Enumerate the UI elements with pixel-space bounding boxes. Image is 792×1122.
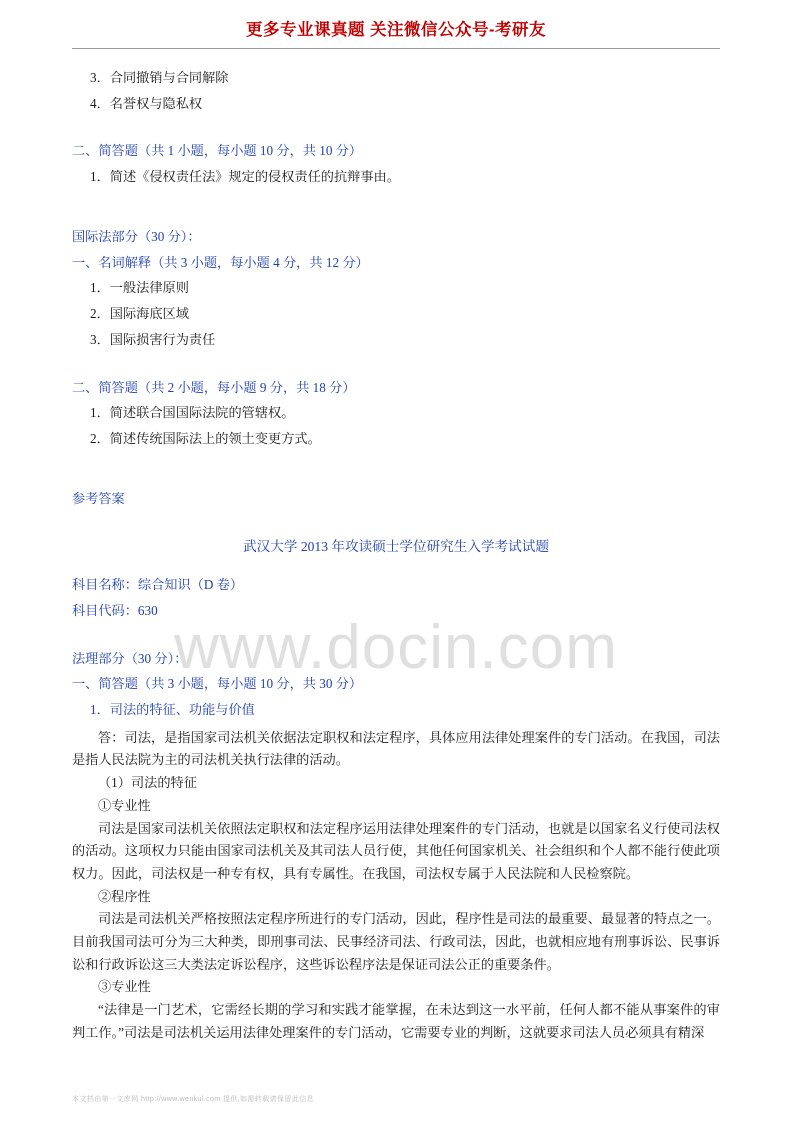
spacer <box>72 624 720 646</box>
document-content <box>72 55 720 1045</box>
subject-code: 科目代码：630 <box>72 602 158 618</box>
section-heading-jurisprudence-short-answer: 一、简答题（共 3 小题，每小题 10 分，共 30 分） <box>72 676 363 692</box>
list-item: 2．国际海底区域 <box>90 306 189 322</box>
list-item: 2．简述传统国际法上的领土变更方式。 <box>90 431 321 447</box>
promo-banner <box>72 0 720 55</box>
question-1: 1．司法的特征、功能与价值 <box>90 701 255 717</box>
spacer <box>72 452 720 486</box>
list-item: 1．简述《侵权责任法》规定的侵权责任的抗辩事由。 <box>90 169 400 185</box>
spacer <box>72 560 720 572</box>
exam-title: 武汉大学 2013 年攻读硕士学位研究生入学考试试题 <box>243 538 549 554</box>
point-3-title: ③专业性 <box>98 979 151 995</box>
point-1-body: 司法是国家司法机关依照法定职权和法定程序运用法律处理案件的专门活动，也就是以国家名义行使司法权的活动。这项权力只能由国家司法机关及其司法人员行使，其他任何国家机关、社会组织和个人都不能行使此项权力。因此，司法权是一种专有权，具有专属性。在我国，司法权专属于人民法院和人民检察院。 <box>72 820 720 881</box>
point-2-body: 司法是司法机关严格按照法定程序所进行的专门活动，因此，程序性是司法的最重要、最显著的特点之一。目前我国司法可分为三大种类，即刑事司法、民事经济司法、行政司法，因此，也就相应地有刑事诉讼、民事诉讼和行政诉讼这三大类法定诉讼程序，这些诉讼程序法是保证司法公正的重要条件。 <box>72 911 720 972</box>
section-heading-tort: 二、简答题（共 1 小题，每小题 10 分，共 10 分） <box>72 143 363 159</box>
answer-intro: 答：司法，是指国家司法机关依据法定职权和法定程序，具体应用法律处理案件的专门活动。在我国，司法是指人民法院为主的司法机关执行法律的活动。 <box>72 729 720 768</box>
list-item: 4．名誉权与隐私权 <box>90 95 203 111</box>
point-2-title: ②程序性 <box>98 888 151 904</box>
footer-note: 本文档由第一文库网 http://www.wenkul.com 提供,如需转载请保留此信息 <box>72 1096 315 1103</box>
section-heading-terms: 一、名词解释（共 3 小题，每小题 4 分，共 12 分） <box>72 254 369 270</box>
sub-heading-1: （1）司法的特征 <box>98 775 197 791</box>
spacer <box>72 116 720 138</box>
section-heading-short-answer: 二、简答题（共 2 小题，每小题 9 分，共 18 分） <box>72 379 356 395</box>
point-3-body: “法律是一门艺术，它需经长期的学习和实践才能掌握，在未达到这一水平前，任何人都不能从事案件的审判工作。”司法是司法机关运用法律处理案件的专门活动，它需要专业的判断，这就要求司法人员必须具有精深 <box>72 1002 720 1040</box>
spacer <box>72 190 720 224</box>
list-item: 3．国际损害行为责任 <box>90 331 216 347</box>
section-title-jurisprudence: 法理部分（30 分）： <box>72 650 188 666</box>
spacer <box>72 353 720 375</box>
reference-answers-label: 参考答案 <box>72 490 125 506</box>
list-item: 1．一般法律原则 <box>90 280 189 296</box>
section-title-international-law: 国际法部分（30 分）： <box>72 228 201 244</box>
watermark: www.docin.com <box>174 613 618 682</box>
list-item: 1．简述联合国国际法院的管辖权。 <box>90 405 295 421</box>
subject-name: 科目名称：综合知识（D 卷） <box>72 577 244 593</box>
header-divider <box>72 48 720 49</box>
promo-banner-text: 更多专业课真题 关注微信公众号-考研友 <box>245 21 547 39</box>
spacer <box>72 512 720 534</box>
point-1-title: ①专业性 <box>98 797 151 813</box>
list-item: 3．合同撤销与合同解除 <box>90 70 229 85</box>
